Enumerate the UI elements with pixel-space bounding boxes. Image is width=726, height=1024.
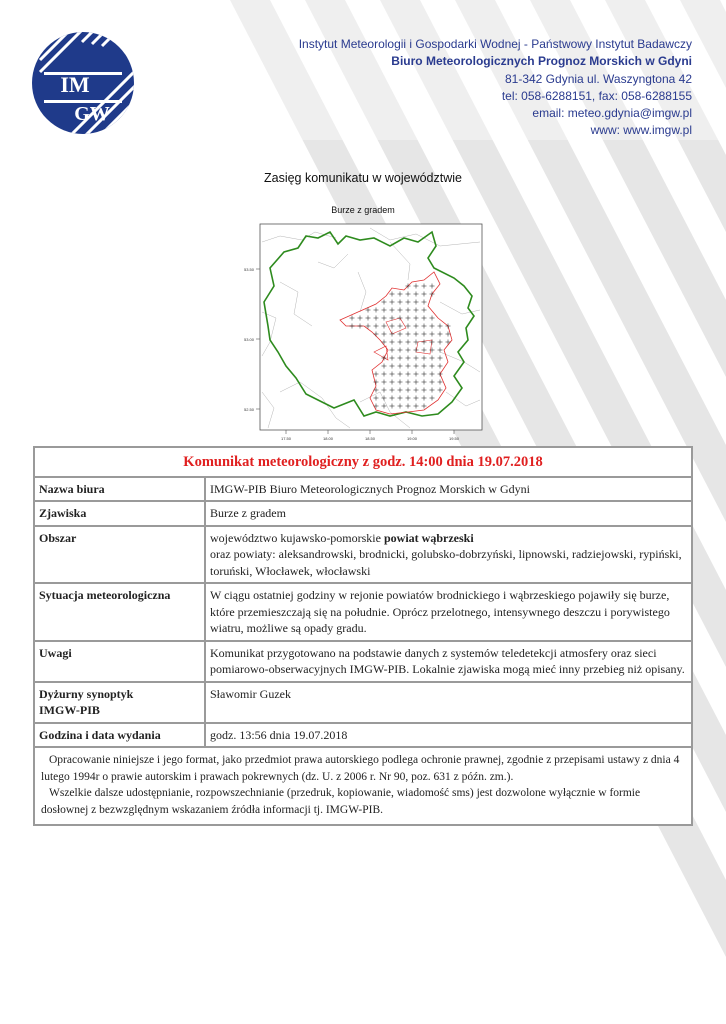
imgw-logo — [30, 30, 136, 136]
phenomenon-value: Burze z gradem — [205, 501, 692, 526]
lon-label: 19.50 — [449, 436, 460, 441]
table-row — [34, 641, 692, 682]
remarks-label: Uwagi — [34, 641, 205, 682]
logo-text-im: IM — [60, 72, 90, 97]
communique-table — [33, 446, 693, 826]
area-label: Obszar — [34, 526, 205, 584]
map-title: Burze z gradem — [331, 205, 395, 215]
lat-label: 53.50 — [244, 267, 255, 272]
office-value: IMGW-PIB Biuro Meteorologicznych Prognoz Morskich w Gdyni — [205, 477, 692, 502]
copyright-paragraph-1: Opracowanie niniejsze i jego format, jako przedmiot prawa autorskiego podlega ochronie prawnej, zgodnie z przepisami ustawy z dnia 4 lutego 1994r o prawie autorskim i prawach pokrewnych (dz. U. z 2006 r. Nr 90, poz. 631 z późn. zm.). — [41, 754, 680, 783]
lon-label: 18.00 — [323, 436, 334, 441]
lon-label: 19.00 — [407, 436, 418, 441]
office-label: Nazwa biura — [34, 477, 205, 502]
institute-name: Instytut Meteorologii i Gospodarki Wodnej - Państwowy Instytut Badawczy — [298, 37, 692, 51]
header-contact — [299, 36, 692, 140]
area-voivodeship: województwo kujawsko-pomorskie — [210, 530, 384, 545]
communique-title: Komunikat meteorologiczny z godz. 14:00 dnia 19.07.2018 — [34, 447, 692, 477]
lat-label: 52.50 — [244, 407, 255, 412]
copyright-notice — [34, 747, 692, 825]
phenomenon-label: Zjawiska — [34, 501, 205, 526]
lon-label: 17.50 — [281, 436, 292, 441]
forecaster-label-line1: Dyżurny synoptyk — [39, 686, 134, 701]
phone-fax: tel: 058-6288151, fax: 058-6288155 — [501, 88, 692, 103]
area-other-counties: oraz powiaty: aleksandrowski, brodnicki, golubsko-dobrzyński, lipnowski, radziejowski, rypiński, toruński, Włocławek, włocławski — [210, 547, 682, 578]
area-value — [205, 526, 692, 584]
table-row — [34, 682, 692, 723]
website[interactable]: www: www.imgw.pl — [590, 123, 692, 138]
warning-map — [240, 222, 486, 444]
issued-label: Godzina i data wydania — [34, 723, 205, 748]
map-section-title: Zasięg komunikatu w województwie — [263, 171, 462, 185]
email[interactable]: email: meteo.gdynia@imgw.pl — [532, 106, 692, 121]
bureau-name: Biuro Meteorologicznych Prognoz Morskich w Gdyni — [391, 54, 692, 69]
lat-label: 53.00 — [244, 337, 255, 342]
table-row — [34, 723, 692, 748]
copyright-paragraph-2: Wszelkie dalsze udostępnianie, rozpowszechnianie (przedruk, kopiowanie, wiadomość sms) jest dozwolone wyłącznie w formie dosłownej z bezwzględnym wskazaniem źródła informacji tj. IMGW-PIB. — [41, 787, 641, 816]
forecaster-value: Sławomir Guzek — [205, 682, 692, 723]
table-row — [34, 583, 692, 641]
lon-label: 18.50 — [365, 436, 376, 441]
logo-text-gw: GW — [74, 103, 110, 125]
remarks-value: Komunikat przygotowano na podstawie danych z systemów teledetekcji atmosfery oraz sieci pomiarowo-obserwacyjnych IMGW-PIB. Lokalnie zjawiska mogą mieć inny przebieg niż opisany. — [205, 641, 692, 682]
table-row — [34, 477, 692, 502]
issued-value: godz. 13:56 dnia 19.07.2018 — [205, 723, 692, 748]
address: 81-342 Gdynia ul. Waszyngtona 42 — [504, 71, 692, 86]
table-row — [34, 526, 692, 584]
situation-value: W ciągu ostatniej godziny w rejonie powiatów brodnickiego i wąbrzeskiego pojawiły się burze, które przemieszczają się na południe. Oprócz przelotnego, intensywnego deszczu i porywistego wiatru, możliwe są opady gradu. — [205, 583, 692, 641]
situation-label: Sytuacja meteorologiczna — [34, 583, 205, 641]
table-row — [34, 501, 692, 526]
forecaster-label-line2: IMGW-PIB — [39, 703, 100, 717]
area-county: powiat wąbrzeski — [383, 530, 474, 545]
forecaster-label — [34, 682, 205, 723]
